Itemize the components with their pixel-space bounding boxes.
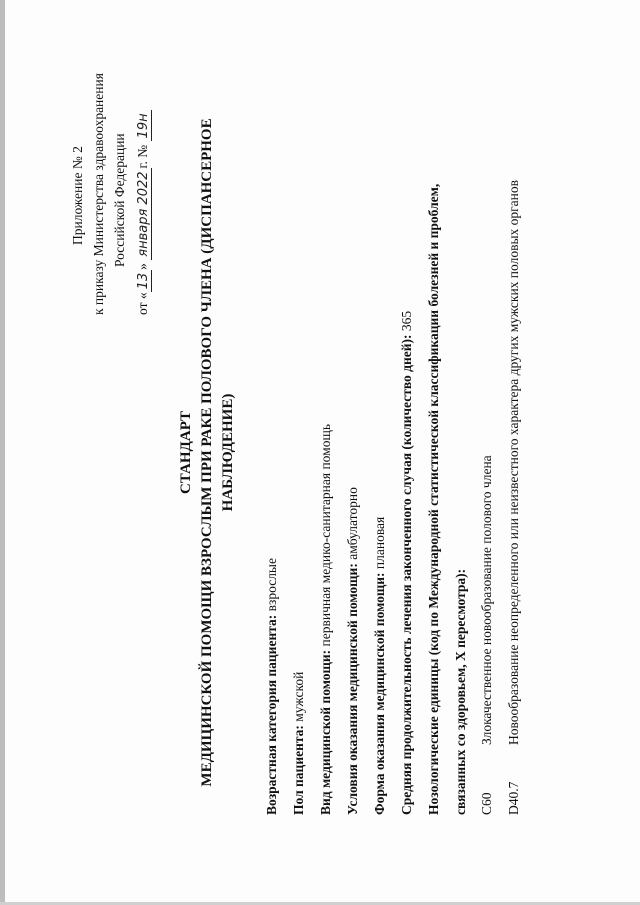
order-reference: к приказу Министерства здравоохранения: [91, 73, 106, 315]
field-care-form: [372, 517, 388, 815]
ministry-country: Российской Федерации: [112, 133, 127, 267]
field-label: Возрастная категория пациента:: [264, 614, 279, 815]
icd-code-row: [479, 455, 495, 815]
handwritten-order-number: 19н: [137, 110, 152, 141]
field-value: мужской: [291, 671, 306, 722]
nosology-heading: Нозологические единицы (код по Международной статистической классификации болезней и проблем,: [426, 183, 441, 815]
field-value: 365: [399, 310, 414, 332]
field-sex: [291, 672, 307, 815]
date-mid: »: [135, 263, 150, 270]
field-value: взрослые: [264, 558, 279, 612]
field-value: первичная медико-санитарная помощь: [318, 423, 333, 647]
icd-code-row: [506, 180, 522, 815]
field-label: Условия оказания медицинской помощи:: [345, 563, 360, 815]
field-label: Вид медицинской помощи:: [318, 649, 333, 815]
icd-description: Новообразование неопределенного или неизвестного характера других мужских половых органов: [506, 179, 521, 745]
icd-description: Злокачественное новообразование полового члена: [479, 455, 494, 745]
handwritten-month-year: января 2022: [137, 168, 152, 259]
field-care-conditions: [345, 487, 361, 815]
icd-code: C60: [479, 792, 494, 815]
icd-code: D40.7: [506, 781, 521, 815]
standard-heading: СТАНДАРТ: [178, 410, 194, 495]
order-date-line: [135, 110, 152, 315]
field-label: Пол пациента:: [291, 725, 306, 815]
year-suffix: г. №: [135, 144, 150, 169]
date-prefix: от «: [135, 292, 150, 315]
field-treatment-duration: [399, 311, 415, 815]
field-age-category: [264, 558, 280, 815]
field-value: амбулаторно: [345, 487, 360, 560]
standard-title-continued: НАБЛЮДЕНИЕ): [220, 393, 236, 512]
handwritten-day: 13: [137, 270, 152, 293]
appendix-number: Приложение № 2: [70, 146, 85, 245]
field-value: плановая: [372, 516, 387, 570]
nosology-heading-continued: связанных со здоровьем, X пересмотра):: [453, 568, 468, 815]
field-label: Средняя продолжительность лечения законченного случая (количество дней):: [399, 334, 414, 815]
standard-title: МЕДИЦИНСКОЙ ПОМОЩИ ВЗРОСЛЫМ ПРИ РАКЕ ПОЛОВОГО ЧЛЕНА (ДИСПАНСЕРНОЕ: [199, 118, 215, 787]
field-label: Форма оказания медицинской помощи:: [372, 572, 387, 815]
field-care-type: [318, 424, 334, 815]
